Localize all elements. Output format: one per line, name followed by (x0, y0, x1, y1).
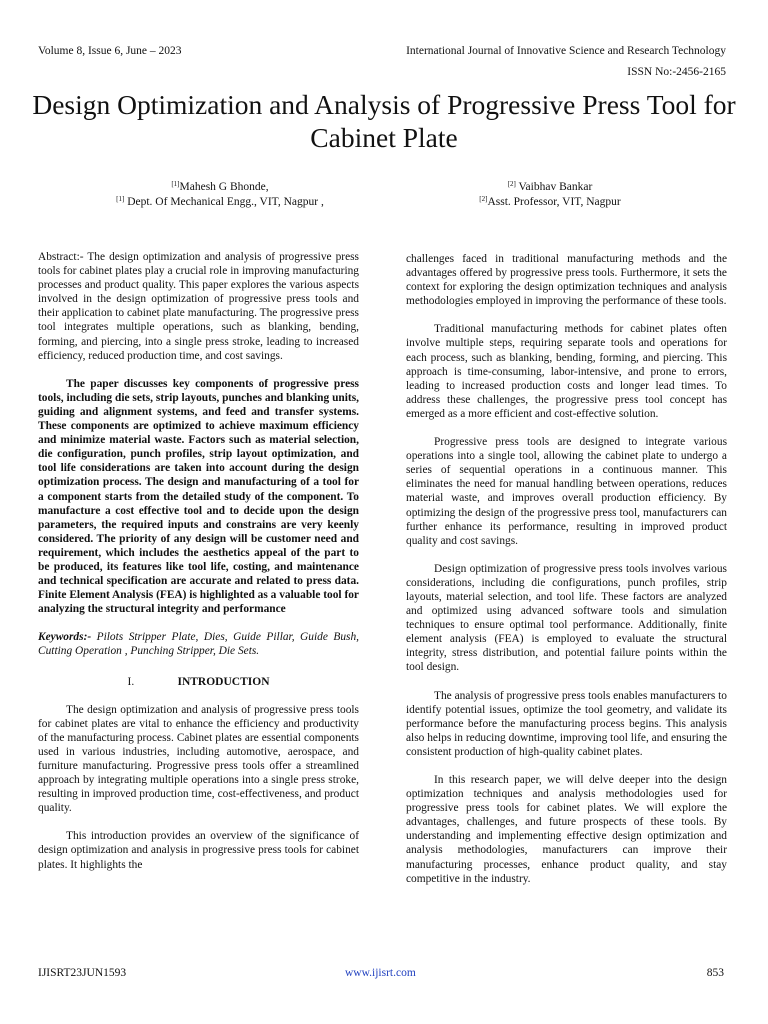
author-2-sup: [2] (507, 180, 516, 188)
author-2-aff-sup: [2] (479, 195, 488, 203)
issn-number: ISSN No:-2456-2165 (627, 66, 726, 78)
right-paragraph-6: In this research paper, we will delve deeper into the design optimization techniques and analysis methodologies used for progressive press tools for cabinet plates. We will explore the advantages, challenges, and future prospects of these tools. By understanding and implementing effective design optimization and analysis methodologies, manufacturers can improve their manufacturing processes, enhance product quality, and stay competitive in the industry. (406, 774, 727, 885)
section-heading-introduction (38, 675, 359, 689)
right-paragraph-1: challenges faced in traditional manufacturing methods and the advantages offered by progressive press tools. Furthermore, it sets the context for exploring the design optimization techniques and analysis methodologies employed in improving the performance of these tools. (406, 253, 727, 308)
author-1-aff-sup: [1] (116, 195, 125, 203)
author-2 (400, 180, 700, 210)
author-2-affiliation: Asst. Professor, VIT, Nagpur (487, 196, 621, 208)
section-number: I. (127, 675, 135, 688)
author-1-name: Mahesh G Bhonde, (179, 181, 269, 193)
right-paragraph-4: Design optimization of progressive press tools involves various considerations, including die configurations, punch profiles, strip layouts, material selection, and tool life. These factors are analyzed and optimized using advanced software tools and simulation techniques to ensure optimal tool performance. Additionally, finite element analysis (FEA) is employed to evaluate the structural integrity, stress distribution, and potential failure points within the tool design. (406, 562, 727, 674)
left-column (38, 250, 359, 886)
right-paragraph-3: Progressive press tools are designed to integrate various operations into a single tool, allowing the cabinet plate to undergo a series of sequential operations in a continuous manner. This eliminates the need for manual handling between operations, reduces material waste, and improves overall production efficiency. By optimizing the design of the progressive press tool, manufacturers can further enhance its performance, resulting in improved product quality and cost savings. (406, 436, 727, 547)
abstract-key-components: The paper discusses key components of progressive press tools, including die sets, strip layouts, punches and blanking units, guiding and alignment systems, and feed and transfer systems. These components are optimized to achieve maximum efficiency and minimize material waste. Factors such as material selection, die configuration, punch profiles, strip layout optimization, and tool life considerations are taken into account during the design optimization process. The design and manufacturing of a tool for a component starts from the detailed study of the component. To manufacture a cost effective tool and to decide upon the design parameters, the required inputs and constrains are very keenly considered. The priority of any design will be customer need and requirement, which includes the aesthetics appeal of the part to be produced, its features like tool life, costing, and maintenance and technical specification are accurate and related to press data. Finite Element Analysis (FEA) is highlighted as a valuable tool for analyzing the structural integrity and performance (38, 377, 359, 616)
author-1 (60, 180, 380, 210)
right-column (406, 252, 727, 900)
author-1-affiliation: Dept. Of Mechanical Engg., VIT, Nagpur , (124, 196, 324, 208)
abstract: Abstract:- The design optimization and analysis of progressive press tools for cabinet plates play a crucial role in improving manufacturing processes and product quality. This paper explores the various aspects involved in the design optimization of progressive press tools and their application to cabinet plate manufacturing. The progressive press tool integrates multiple operations, such as blanking, bending, forming, and piercing, into a single press stroke, leading to increased efficiency, reduced production time, and cost savings. (38, 251, 359, 362)
page-number: 853 (706, 967, 724, 979)
paper-title: Design Optimization and Analysis of Progressive Press Tool for Cabinet Plate (32, 89, 736, 153)
keywords (38, 630, 359, 658)
paper-id: IJISRT23JUN1593 (38, 967, 127, 979)
volume-issue: Volume 8, Issue 6, June – 2023 (38, 45, 182, 57)
intro-paragraph-1: The design optimization and analysis of progressive press tools for cabinet plates are vital to enhance the efficiency and productivity of the manufacturing process. Cabinet plates are essential components used in various industries, including automotive, aerospace, and furniture manufacturing. Progressive press tools offer a streamlined approach by integrating multiple operations into a single press stroke, resulting in improved production time, cost-effectiveness, and product quality. (38, 703, 359, 815)
right-paragraph-5: The analysis of progressive press tools enables manufacturers to identify potential issues, optimize the tool geometry, and validate its performance before the manufacturing process begins. This analysis also helps in reducing downtime, improving tool life, and ensuring the consistent production of high-quality cabinet plates. (406, 689, 727, 758)
author-2-name: Vaibhav Bankar (515, 181, 593, 193)
section-title: INTRODUCTION (177, 675, 270, 688)
journal-website-link[interactable]: www.ijisrt.com (345, 967, 416, 979)
journal-name: International Journal of Innovative Science and Research Technology (406, 45, 726, 57)
keywords-label: Keywords:- (38, 631, 92, 644)
author-1-sup: [1] (171, 180, 180, 188)
keywords-list: Pilots Stripper Plate, Dies, Guide Pillar, Guide Bush, Cutting Operation , Punching Stripper, Die Sets. (38, 631, 359, 658)
right-paragraph-2: Traditional manufacturing methods for cabinet plates often involve multiple steps, requiring separate tools and operations for each process, such as blanking, bending, forming, and piercing. This approach is time-consuming, labor-intensive, and prone to errors, leading to increased production costs and longer lead times. To address these challenges, the progressive press tool concept has emerged as a more efficient and cost-effective solution. (406, 323, 727, 420)
intro-paragraph-2: This introduction provides an overview of the significance of design optimization and analysis in progressive press tools for cabinet plates. It highlights the (38, 830, 359, 871)
